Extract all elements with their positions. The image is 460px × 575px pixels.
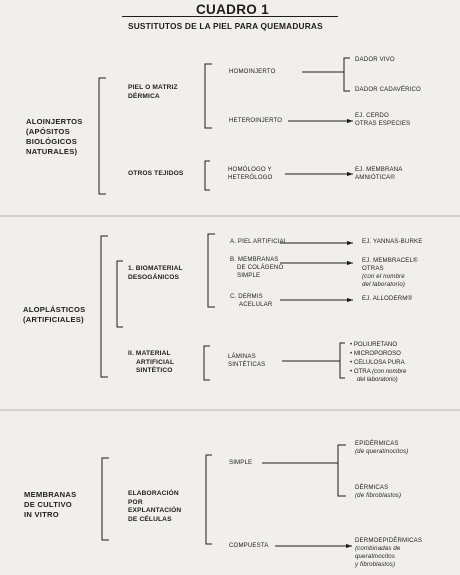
list-item: • MICROPOROSO xyxy=(350,350,401,358)
piel-artificial-label: A. PIEL ARTIFICIAL xyxy=(230,238,288,245)
bracket-bullets xyxy=(340,343,345,378)
aloinjertos-label: ALOINJERTOS (APÓSITOS BIOLÓGICOS NATURALES) xyxy=(26,117,83,157)
bullet-icon: • xyxy=(350,350,354,358)
membranas-cultivo-label: MEMBRANAS DE CULTIVO IN VITRO xyxy=(24,490,77,520)
bracket-otros xyxy=(205,161,210,190)
dermoepidermicas-label: DERMOEPIDÉRMICAS (combinadas de queratinocitos y fibroblastos) xyxy=(355,537,423,569)
synthetic-material-list: • POLIURETANO • MICROPOROSO • CELULOSA PURA • OTRA (con nombre del laboratorio) xyxy=(350,341,407,383)
homologo-label: HOMÓLOGO Y HETERÓLOGO xyxy=(228,166,273,182)
otros-tejidos-label: OTROS TEJIDOS xyxy=(128,170,184,177)
bracket-aloinjertos xyxy=(99,78,106,194)
bracket-laminas xyxy=(204,346,210,380)
yannas-burke-label: EJ. YANNAS-BURKE xyxy=(362,238,423,245)
laminas-sinteticas-label: LÁMINAS SINTÉTICAS xyxy=(228,353,266,369)
dador-vivo-label: DADOR VIVO xyxy=(355,56,395,63)
membranas-colageno-label: B. MEMBRANAS DE COLÁGENO SIMPLE xyxy=(230,256,284,280)
bracket-membranas xyxy=(102,458,109,540)
bullet-icon: • xyxy=(350,341,354,348)
piel-matriz-label: PIEL O MATRIZ DÉRMICA xyxy=(128,84,178,100)
membrana-amniotica-label: EJ. MEMBRANA AMNIÓTICA® xyxy=(355,166,403,182)
dador-cadaverico-label: DADOR CADAVÉRICO xyxy=(355,86,421,93)
elaboracion-label: ELABORACIÓN POR EXPLANTACIÓN DE CÉLULAS xyxy=(128,490,182,523)
bracket-piel xyxy=(205,64,212,128)
bracket-biomaterial xyxy=(117,261,123,327)
biomaterial-label: 1. BIOMATERIAL DESOGÁNICOS xyxy=(128,265,183,281)
bracket-epi-derm xyxy=(338,445,346,496)
bracket-simple-compuesta xyxy=(206,455,212,544)
dermicas-label: DÉRMICAS (de fibroblastos) xyxy=(355,484,402,500)
material-sintetico-label: II. MATERIAL ARTIFICIAL SINTÉTICO xyxy=(128,350,175,375)
membracel-label: EJ. MEMBRACEL® OTRAS (con el nombre del laboratorio) xyxy=(362,257,418,289)
ej-cerdo-label: EJ. CERDO OTRAS ESPECIES xyxy=(355,112,411,128)
page-title: CUADRO 1 xyxy=(196,2,269,17)
simple-label: SIMPLE xyxy=(229,459,253,466)
dermis-acelular-label: C. DERMIS ACELULAR xyxy=(230,293,273,309)
compuesta-label: COMPUESTA xyxy=(229,542,269,549)
bracket-dador xyxy=(344,58,350,91)
bracket-abc xyxy=(208,234,215,307)
aloplasticos-label: ALOPLÁSTICOS (ARTIFICIALES) xyxy=(23,305,86,325)
page-subtitle: SUSTITUTOS DE LA PIEL PARA QUEMADURAS xyxy=(128,21,323,31)
list-item: • POLIURETANO xyxy=(350,341,398,348)
list-item: • CELULOSA PURA xyxy=(350,359,405,367)
list-item: • OTRA (con nombre xyxy=(350,368,407,376)
alloderm-label: EJ. ALLODERM® xyxy=(362,295,413,302)
heteroinjerto-label: HETEROINJERTO xyxy=(229,117,283,124)
bracket-aloplasticos xyxy=(101,236,108,377)
bullet-icon: • xyxy=(350,359,354,367)
epidermicas-label: EPIDÉRMICAS (de queratinocitos) xyxy=(355,440,409,456)
homoinjerto-label: HOMOINJERTO xyxy=(229,68,276,75)
bullet-icon: • xyxy=(350,368,354,376)
